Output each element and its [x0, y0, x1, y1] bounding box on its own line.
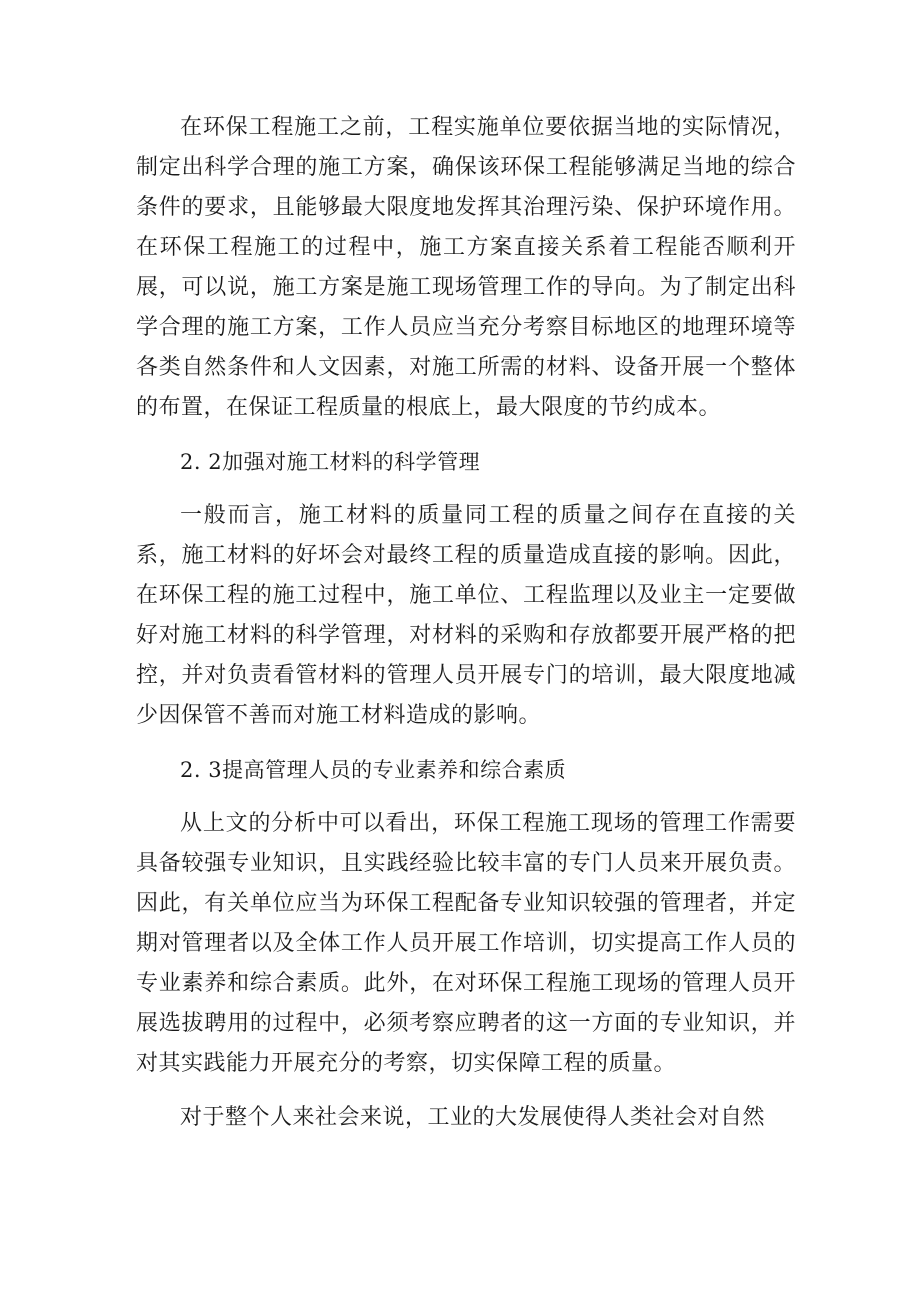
section-heading-2-2: 2. 2加强对施工材料的科学管理 [180, 450, 481, 474]
paragraph-construction-plan: 在环保工程施工之前，工程实施单位要依据当地的实际情况，制定出科学合理的施工方案，确保该环保工程能够满足当地的综合条件的要求，且能够最大限度地发挥其治理污染、保护环境作用。在环保工程施工的过程中，施工方案直接关系着工程能否顺利开展，可以说，施工方案是施工现场管理工作的导向。为了制定出科学合理的施工方案，工作人员应当充分考察目标地区的地理环境等各类自然条件和人文因素，对施工所需的材料、设备开展一个整体的布置，在保证工程质量的根底上，最大限度的节约成本。 [136, 115, 796, 420]
paragraph-staff-quality: 从上文的分析中可以看出，环保工程施工现场的管理工作需要具备较强专业知识，且实践经验比较丰富的专门人员来开展负责。因此，有关单位应当为环保工程配备专业知识较强的管理者，并定期对管理者以及全体工作人员开展工作培训，切实提高工作人员的专业素养和综合素质。此外，在对环保工程施工现场的管理人员开展选拔聘用的过程中，必须考察应聘者的这一方面的专业知识，并对其实践能力开展充分的考察，切实保障工程的质量。 [136, 811, 796, 1076]
paragraph-society-intro: 对于整个人来社会来说，工业的大发展使得人类社会对自然 [180, 1105, 766, 1130]
paragraph-material-management: 一般而言，施工材料的质量同工程的质量之间存在直接的关系，施工材料的好坏会对最终工程的质量造成直接的影响。因此，在环保工程的施工过程中，施工单位、工程监理以及业主一定要做好对施工材料的科学管理，对材料的采购和存放都要开展严格的把控，并对负责看管材料的管理人员开展专门的培训，最大限度地减少因保管不善而对施工材料造成的影响。 [136, 503, 796, 728]
section-heading-2-3: 2. 3提高管理人员的专业素养和综合素质 [180, 758, 567, 782]
document-body [136, 108, 796, 1152]
